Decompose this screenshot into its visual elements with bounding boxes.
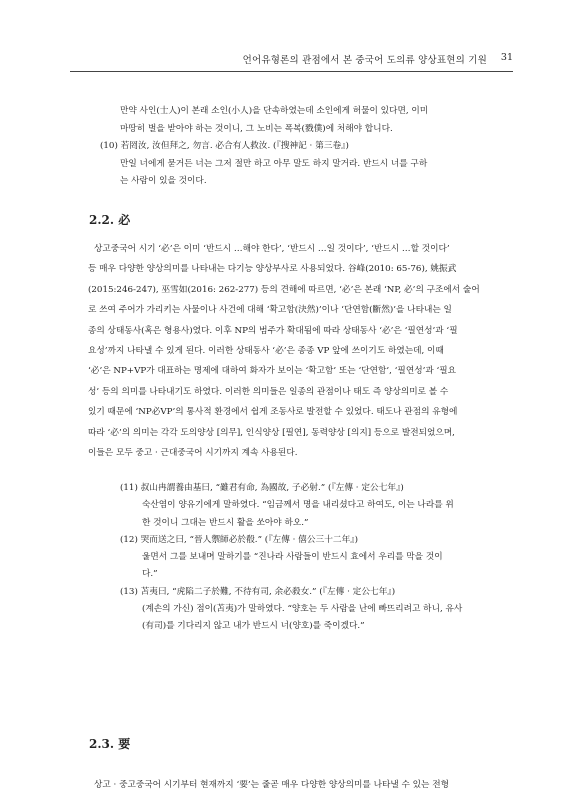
example-line: 는 사람이 있을 것이다. [120,176,207,186]
running-header [70,51,513,72]
example-translation: (계손의 가신) 점이(苫夷)가 말하였다. “양호는 두 사람을 난에 빠뜨리려고 하니, 유사 [142,604,463,615]
paragraph-line: 요성’까지 나타낼 수 있게 된다. 이러한 상태동사 ‘必’은 종종 VP 앞에 쓰이기도 하였는데, 이때 [88,346,444,357]
example-translation: 한 것이니 그대는 반드시 활을 쏘아야 하오.” [142,517,309,528]
paragraph-line: (2015:246-247), 巫雪如(2016: 262-277) 등의 견해에 따르면, ‘必’은 본래 ‘NP, 必’의 구조에서 술어 [88,284,480,295]
example-source: (12) 哭而送之曰, “晉人禦師必於殽.” (『左傳 · 僖公三十二年』) [120,534,359,545]
example-translation: (有司)를 기다리지 않고 내가 반드시 너(양호)를 죽이겠다.” [142,621,365,632]
section-2-3-paragraph [88,775,513,795]
running-header-title: 언어유형론의 관점에서 본 중국어 도의류 양상표현의 기원 [242,55,487,66]
section-heading-2-3: 2.3. 要 [89,737,131,751]
paragraph-line: 성’ 등의 의미를 나타내기도 하였다. 이러한 의미들은 일종의 관점이나 태도 즉 양상의미로 볼 수 [88,386,449,397]
paragraph-line: 이들은 모두 중고 · 근대중국어 시기까지 계속 사용된다. [88,448,298,459]
example-line: (10) 若罔汝, 汝但拜之, 勿言. 必合有人救汝. (『搜神記 · 第三卷』) [100,141,349,151]
example-line: 만일 너에게 묻거든 너는 그저 절만 하고 아무 말도 하지 말거라. 반드시 너를 구하 [120,158,428,169]
paragraph-line: 종의 상태동사(혹은 형용사)였다. 이후 NP의 범주가 확대됨에 따라 상태동사 ‘必’은 ‘필연성’과 ‘필 [88,325,458,336]
example-translation: 숙산염이 양유기에게 말하였다. “임금께서 명을 내리셨다고 하여도, 이는 나라를 위 [142,500,454,511]
section-heading-2-2: 2.2. 必 [89,213,131,227]
example-source: (11) 叔山冉謂養由基曰, “雖君有命, 為國故, 子必射.” (『左傳 · 定公七年』) [120,483,404,493]
example-translation: 울면서 그를 보내며 말하기를 “진나라 사람들이 반드시 효에서 우리를 막을 것이 [142,552,443,563]
example-translation: 다.” [142,569,158,580]
page-number: 31 [500,52,513,63]
paragraph-line: 로 쓰여 주어가 가리키는 사물이나 사건에 대해 ‘확고함(決然)’이나 ‘단연함(斷然)’을 나타내는 일 [88,305,452,316]
paragraph-line: 따라 ‘必’의 의미는 각각 도의양상 [의무], 인식양상 [필연], 동력양상 [의지] 등으로 발전되었으며, [88,427,455,438]
example-source: (13) 苫夷曰, “虎陷二子於難, 不待有司, 余必殺女.” (『左傳 · 定公七年』) [120,586,396,597]
example-block-11-13 [120,480,501,636]
paragraph-line: 등 매우 다양한 양상의미를 나타내는 다기능 양상부사로 사용되었다. 谷峰(2010: 65-76), 姚振武 [88,264,457,275]
example-line: 만약 사인(士人)이 본래 소인(小人)을 단속하였는데 소인에게 허물이 있다면, 이미 [120,106,429,116]
section-2-2-paragraph [88,239,513,463]
paragraph-line: 상고 · 중고중국어 시기부터 현재까지 ‘要’는 줄곧 매우 다양한 양상의미를 나타낼 수 있는 전형 [94,780,449,790]
example-line: 마땅히 벌을 받아야 하는 것이니, 그 노비는 폭복(戮僕)에 처해야 합니다. [120,123,393,134]
paragraph-line: 있기 때문에 ‘NP必VP’의 통사적 환경에서 쉽게 조동사로 발전할 수 있었다. 태도나 관점의 유형에 [88,407,458,418]
paragraph-line: 상고중국어 시기 ‘必’은 이미 ‘반드시 …해야 한다’, ‘반드시 …일 것이다’, ‘반드시 …할 것이다’ [94,244,450,254]
example-block-top [100,103,501,191]
paragraph-line: ‘必’은 NP+VP가 대표하는 명제에 대하여 화자가 보이는 ‘확고함’ 또는 ‘단연함’, ‘필연성’과 ‘필요 [88,366,457,377]
